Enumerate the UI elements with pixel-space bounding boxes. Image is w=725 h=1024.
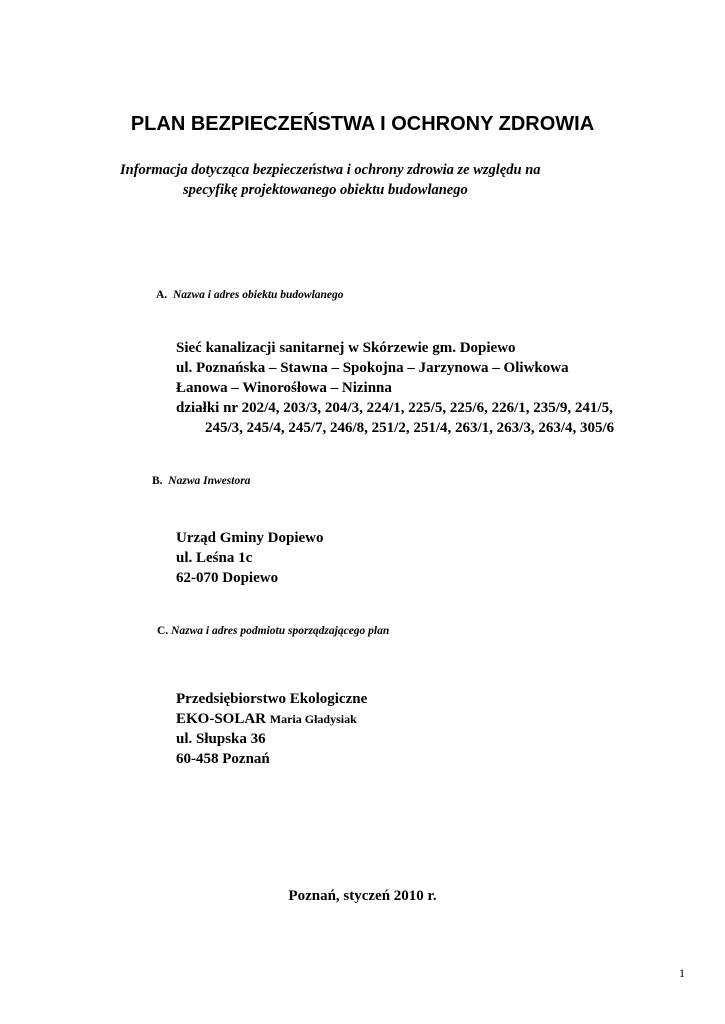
investor-name: Urząd Gminy Dopiewo — [176, 530, 324, 546]
company-name: Przedsiębiorstwo Ekologiczne — [176, 691, 368, 707]
section-a-heading — [156, 289, 344, 301]
section-a-letter: A. — [156, 289, 168, 301]
street-list-1: ul. Poznańska – Stawna – Spokojna – Jarzynowa – Oliwkowa — [176, 360, 569, 376]
section-b-letter: B. — [152, 475, 163, 487]
place-and-date: Poznań, styczeń 2010 r. — [288, 888, 437, 904]
investor-city: 62-070 Dopiewo — [176, 570, 279, 586]
street-list-2: Łanowa – Winorośłowa – Nizinna — [176, 380, 392, 396]
section-c-heading — [157, 625, 389, 637]
section-b-heading — [152, 475, 250, 487]
parcels-line-1: działki nr 202/4, 203/3, 204/3, 224/1, 225/5, 225/6, 226/1, 235/9, 241/5, — [176, 400, 613, 416]
company-city: 60-458 Poznań — [176, 751, 270, 767]
document-title: PLAN BEZPIECZEŃSTWA I OCHRONY ZDROWIA — [130, 113, 595, 135]
section-c-title: Nazwa i adres podmiotu sporządzającego plan — [171, 625, 390, 637]
subtitle-line-2: specyfikę projektowanego obiektu budowlanego — [183, 182, 468, 198]
section-c-body — [176, 689, 367, 769]
project-name: Sieć kanalizacji sanitarnej w Skórzewie gm. Dopiewo — [176, 340, 516, 356]
section-c-letter: C. — [157, 625, 169, 637]
company-street: ul. Słupska 36 — [176, 731, 266, 747]
parcels-line-2: 245/3, 245/4, 245/7, 246/8, 251/2, 251/4, 263/1, 263/3, 263/4, 305/6 — [205, 420, 615, 436]
company-brand: EKO-SOLAR — [176, 711, 267, 727]
section-a-body — [176, 338, 614, 438]
section-a-title: Nazwa i adres obiektu budowlanego — [172, 289, 344, 301]
section-b-body — [176, 528, 324, 588]
investor-street: ul. Leśna 1c — [176, 550, 253, 566]
subtitle-line-1: Informacja dotycząca bezpieczeństwa i ochrony zdrowia ze względu na — [120, 162, 541, 178]
company-owner: Maria Gładysiak — [269, 712, 357, 726]
section-b-title: Nazwa Inwestora — [168, 475, 251, 487]
company-brand-line — [176, 709, 367, 729]
page-number: 1 — [679, 966, 685, 980]
